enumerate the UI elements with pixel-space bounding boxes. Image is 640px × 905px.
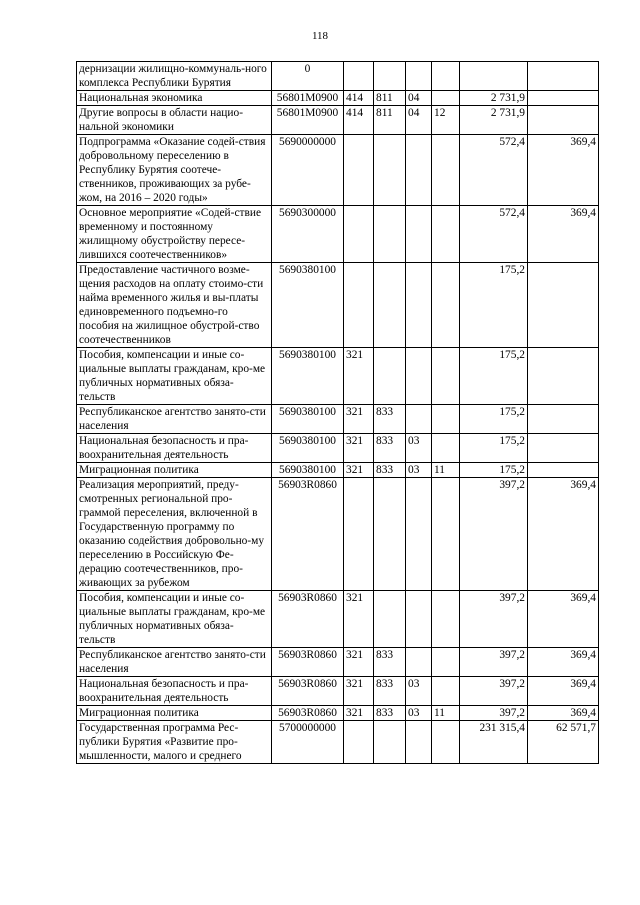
cell-name: Предоставление частичного возме-щения расходов на оплату стоимо-сти найма временного жилья и вы-платы единовременного подъемно-го пособия на жилищное обустрой-ство соотечественников [77,263,272,348]
cell-section [406,62,432,91]
cell-section [406,348,432,405]
cell-subsection [432,591,460,648]
cell-amount-2 [528,348,599,405]
cell-expense-type [344,478,374,591]
cell-expense-type: 321 [344,677,374,706]
table-row [77,135,599,206]
cell-subsection [432,648,460,677]
cell-amount-2 [528,405,599,434]
cell-subsection [432,478,460,591]
cell-target-article: 56903R0860 [272,648,344,677]
page-number: 118 [311,30,329,42]
cell-amount-2 [528,263,599,348]
cell-agency-code [374,135,406,206]
cell-subsection [432,263,460,348]
table-row [77,648,599,677]
cell-expense-type: 321 [344,405,374,434]
cell-subsection [432,62,460,91]
cell-expense-type: 321 [344,648,374,677]
cell-amount-1: 572,4 [460,206,528,263]
table-row [77,263,599,348]
cell-amount-2: 369,4 [528,478,599,591]
cell-expense-type: 321 [344,706,374,721]
cell-agency-code [374,206,406,263]
table-row [77,706,599,721]
cell-target-article: 56903R0860 [272,478,344,591]
cell-agency-code [374,348,406,405]
cell-name: Национальная экономика [77,91,272,106]
table-row [77,405,599,434]
cell-subsection [432,677,460,706]
cell-amount-2: 369,4 [528,677,599,706]
cell-section: 03 [406,677,432,706]
table-row [77,591,599,648]
cell-target-article: 5690380100 [272,348,344,405]
table-row [77,348,599,405]
cell-section [406,591,432,648]
cell-target-article: 0 [272,62,344,91]
cell-amount-2: 62 571,7 [528,721,599,764]
cell-subsection [432,135,460,206]
cell-amount-2: 369,4 [528,206,599,263]
cell-amount-2 [528,106,599,135]
table-row [77,91,599,106]
cell-name: Пособия, компенсации и иные со-циальные выплаты гражданам, кро-ме публичных нормативных обяза-тельств [77,591,272,648]
cell-expense-type: 321 [344,434,374,463]
budget-table-body [77,62,599,764]
cell-subsection: 11 [432,706,460,721]
cell-amount-1: 175,2 [460,263,528,348]
cell-section [406,721,432,764]
cell-subsection [432,405,460,434]
cell-target-article: 56903R0860 [272,591,344,648]
cell-subsection [432,434,460,463]
cell-target-article: 5690300000 [272,206,344,263]
table-row [77,463,599,478]
cell-expense-type: 414 [344,91,374,106]
cell-subsection: 11 [432,463,460,478]
table-row [77,434,599,463]
cell-agency-code [374,62,406,91]
cell-subsection [432,206,460,263]
cell-amount-2: 369,4 [528,706,599,721]
cell-expense-type [344,135,374,206]
cell-subsection: 12 [432,106,460,135]
cell-target-article: 5700000000 [272,721,344,764]
cell-expense-type: 414 [344,106,374,135]
cell-amount-1 [460,62,528,91]
cell-expense-type [344,62,374,91]
cell-target-article: 56903R0860 [272,677,344,706]
cell-amount-1: 231 315,4 [460,721,528,764]
cell-name: Реализация мероприятий, преду-смотренных региональной про-граммой переселения, включенной в Государственную программу по оказанию содействия добровольно-му переселению в Российскую Фе-дерацию соотечественников, про-живающих за рубежом [77,478,272,591]
cell-expense-type: 321 [344,463,374,478]
cell-agency-code: 811 [374,106,406,135]
cell-name: Республиканское агентство занято-сти населения [77,648,272,677]
cell-expense-type [344,263,374,348]
cell-amount-2 [528,62,599,91]
cell-name: Национальная безопасность и пра-воохранительная деятельность [77,434,272,463]
cell-agency-code [374,721,406,764]
cell-amount-1: 397,2 [460,706,528,721]
cell-section: 04 [406,106,432,135]
cell-target-article: 56801М0900 [272,91,344,106]
cell-target-article: 5690380100 [272,463,344,478]
cell-amount-1: 175,2 [460,463,528,478]
cell-agency-code: 833 [374,648,406,677]
table-row [77,721,599,764]
cell-name: Подпрограмма «Оказание содей-ствия добровольному переселению в Республику Бурятия соотече-ственников, проживающих за рубе-жом, на 2016 – 2020 годы» [77,135,272,206]
cell-amount-1: 175,2 [460,434,528,463]
cell-target-article: 5690000000 [272,135,344,206]
cell-target-article: 5690380100 [272,405,344,434]
cell-name: Миграционная политика [77,706,272,721]
table-row [77,62,599,91]
cell-amount-2: 369,4 [528,135,599,206]
cell-amount-2 [528,463,599,478]
table-row [77,206,599,263]
cell-section [406,405,432,434]
cell-section [406,263,432,348]
cell-agency-code [374,263,406,348]
cell-name: Пособия, компенсации и иные со-циальные выплаты гражданам, кро-ме публичных нормативных обяза-тельств [77,348,272,405]
cell-expense-type: 321 [344,591,374,648]
cell-name: Государственная программа Рес-публики Бурятия «Развитие про-мышленности, малого и среднего [77,721,272,764]
cell-agency-code: 833 [374,677,406,706]
cell-expense-type [344,721,374,764]
cell-section [406,206,432,263]
table-row [77,106,599,135]
cell-section: 03 [406,463,432,478]
cell-target-article: 5690380100 [272,263,344,348]
table-row [77,478,599,591]
cell-agency-code: 833 [374,706,406,721]
cell-amount-1: 397,2 [460,591,528,648]
cell-section [406,478,432,591]
cell-target-article: 5690380100 [272,434,344,463]
cell-amount-2: 369,4 [528,648,599,677]
cell-subsection [432,91,460,106]
cell-agency-code: 833 [374,434,406,463]
cell-section [406,648,432,677]
cell-agency-code: 833 [374,463,406,478]
table-row [77,677,599,706]
cell-amount-2 [528,91,599,106]
budget-table [76,61,599,764]
cell-name: Основное мероприятие «Содей-ствие временному и постоянному жилищному обустройству пересе-лившихся соотечественников» [77,206,272,263]
cell-amount-1: 397,2 [460,648,528,677]
cell-subsection [432,721,460,764]
cell-name: Национальная безопасность и пра-воохранительная деятельность [77,677,272,706]
cell-section: 03 [406,434,432,463]
cell-name: Республиканское агентство занято-сти населения [77,405,272,434]
cell-target-article: 56903R0860 [272,706,344,721]
cell-agency-code [374,478,406,591]
cell-agency-code: 833 [374,405,406,434]
cell-expense-type [344,206,374,263]
cell-section: 03 [406,706,432,721]
cell-name: Другие вопросы в области нацио-нальной экономики [77,106,272,135]
cell-expense-type: 321 [344,348,374,405]
cell-subsection [432,348,460,405]
cell-amount-1: 572,4 [460,135,528,206]
cell-agency-code: 811 [374,91,406,106]
cell-section: 04 [406,91,432,106]
cell-amount-1: 2 731,9 [460,106,528,135]
cell-target-article: 56801М0900 [272,106,344,135]
cell-amount-2: 369,4 [528,591,599,648]
cell-amount-1: 175,2 [460,405,528,434]
cell-amount-1: 397,2 [460,677,528,706]
cell-amount-1: 175,2 [460,348,528,405]
cell-name: Миграционная политика [77,463,272,478]
cell-name: дернизации жилищно-коммуналь-ного комплекса Республики Бурятия [77,62,272,91]
cell-amount-2 [528,434,599,463]
cell-agency-code [374,591,406,648]
cell-amount-1: 397,2 [460,478,528,591]
cell-amount-1: 2 731,9 [460,91,528,106]
cell-section [406,135,432,206]
